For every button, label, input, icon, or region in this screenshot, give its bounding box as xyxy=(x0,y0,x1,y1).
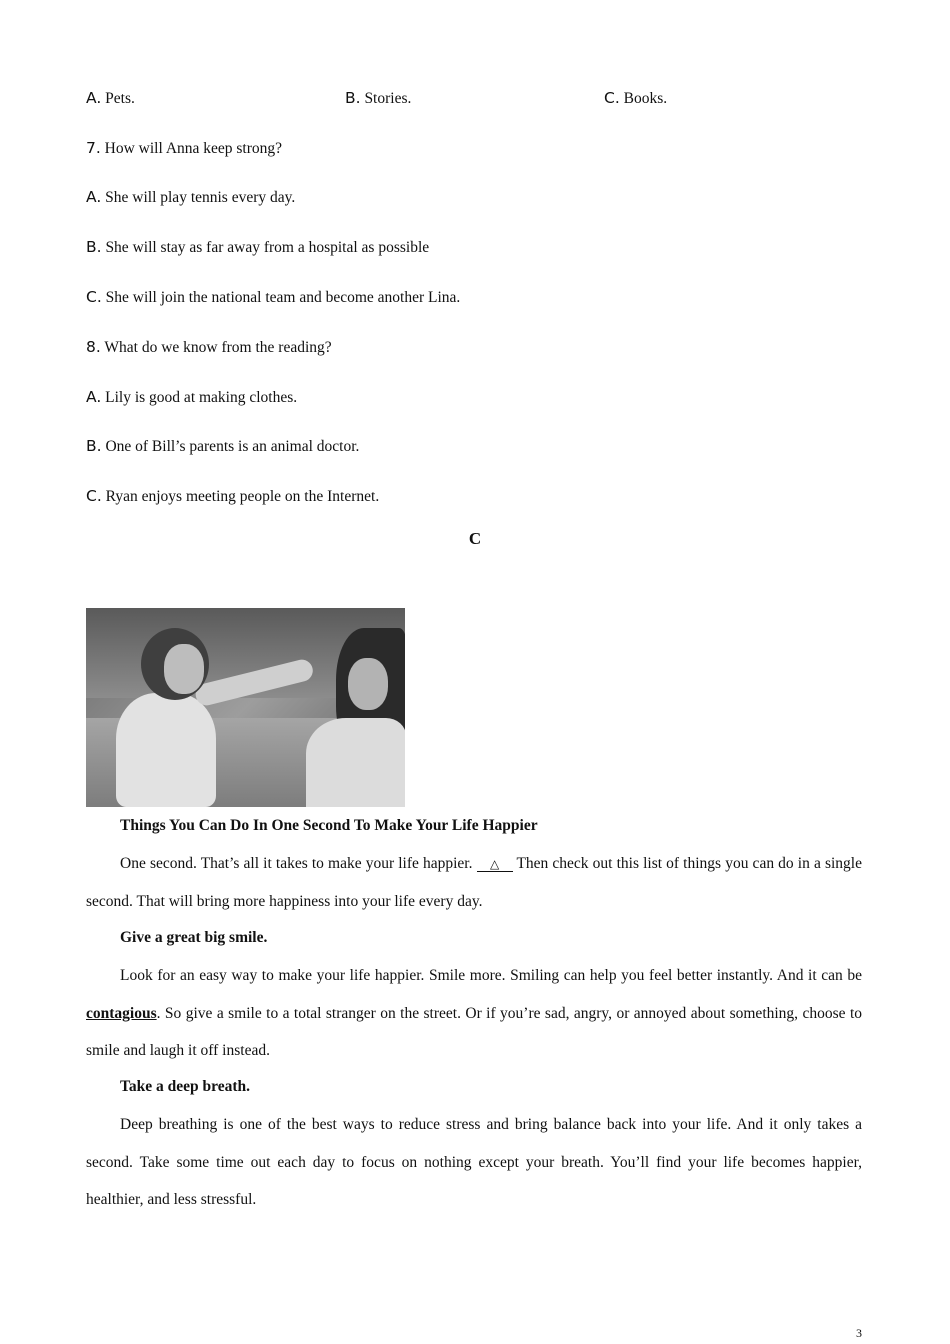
q8-question: 8. What do we know from the reading? xyxy=(86,338,332,356)
paragraph-smile: Look for an easy way to make your life happier. Smile more. Smiling can help you feel better instantly. And it can be contagious. So give a smile to a total stranger on the street. Or if you’re sad, angry, or annoyed about something, choose to smile and laugh it off instead. xyxy=(86,967,862,1059)
page-number: 3 xyxy=(856,1326,862,1340)
q7-option-c: C. She will join the national team and become another Lina. xyxy=(86,288,461,306)
q8-option-c: C. Ryan enjoys meeting people on the Internet. xyxy=(86,487,380,505)
article-title: Things You Can Do In One Second To Make Your Life Happier xyxy=(120,817,538,834)
q8-option-a: A. Lily is good at making clothes. xyxy=(86,388,298,406)
q7-option-b: B. She will stay as far away from a hospital as possible xyxy=(86,238,430,256)
q7-question: 7. How will Anna keep strong? xyxy=(86,139,283,157)
article-photo xyxy=(86,608,405,807)
q8-option-b: B. One of Bill’s parents is an animal doctor. xyxy=(86,437,360,455)
q7-option-a: A. She will play tennis every day. xyxy=(86,188,296,206)
section-label: C xyxy=(468,529,482,548)
answer-blank: △ xyxy=(477,857,513,872)
heading-smile: Give a great big smile. xyxy=(120,929,268,946)
q6-option-a: A. Pets. xyxy=(86,89,135,107)
paragraph-breath: Deep breathing is one of the best ways to reduce stress and bring balance back into your life. And it only takes a second. Take some time out each day to focus on nothing except your breath. You’ll find your life becomes happier, healthier, and less stressful. xyxy=(86,1116,862,1208)
heading-breath: Take a deep breath. xyxy=(120,1078,251,1095)
underlined-word: contagious xyxy=(86,1004,157,1022)
q6-option-c: C. Books. xyxy=(604,89,668,107)
q6-option-b: B. Stories. xyxy=(345,89,412,107)
article-intro: One second. That’s all it takes to make your life happier. △ Then check out this list of things you can do in a single second. That will bring more happiness into your life every day. xyxy=(86,855,862,910)
